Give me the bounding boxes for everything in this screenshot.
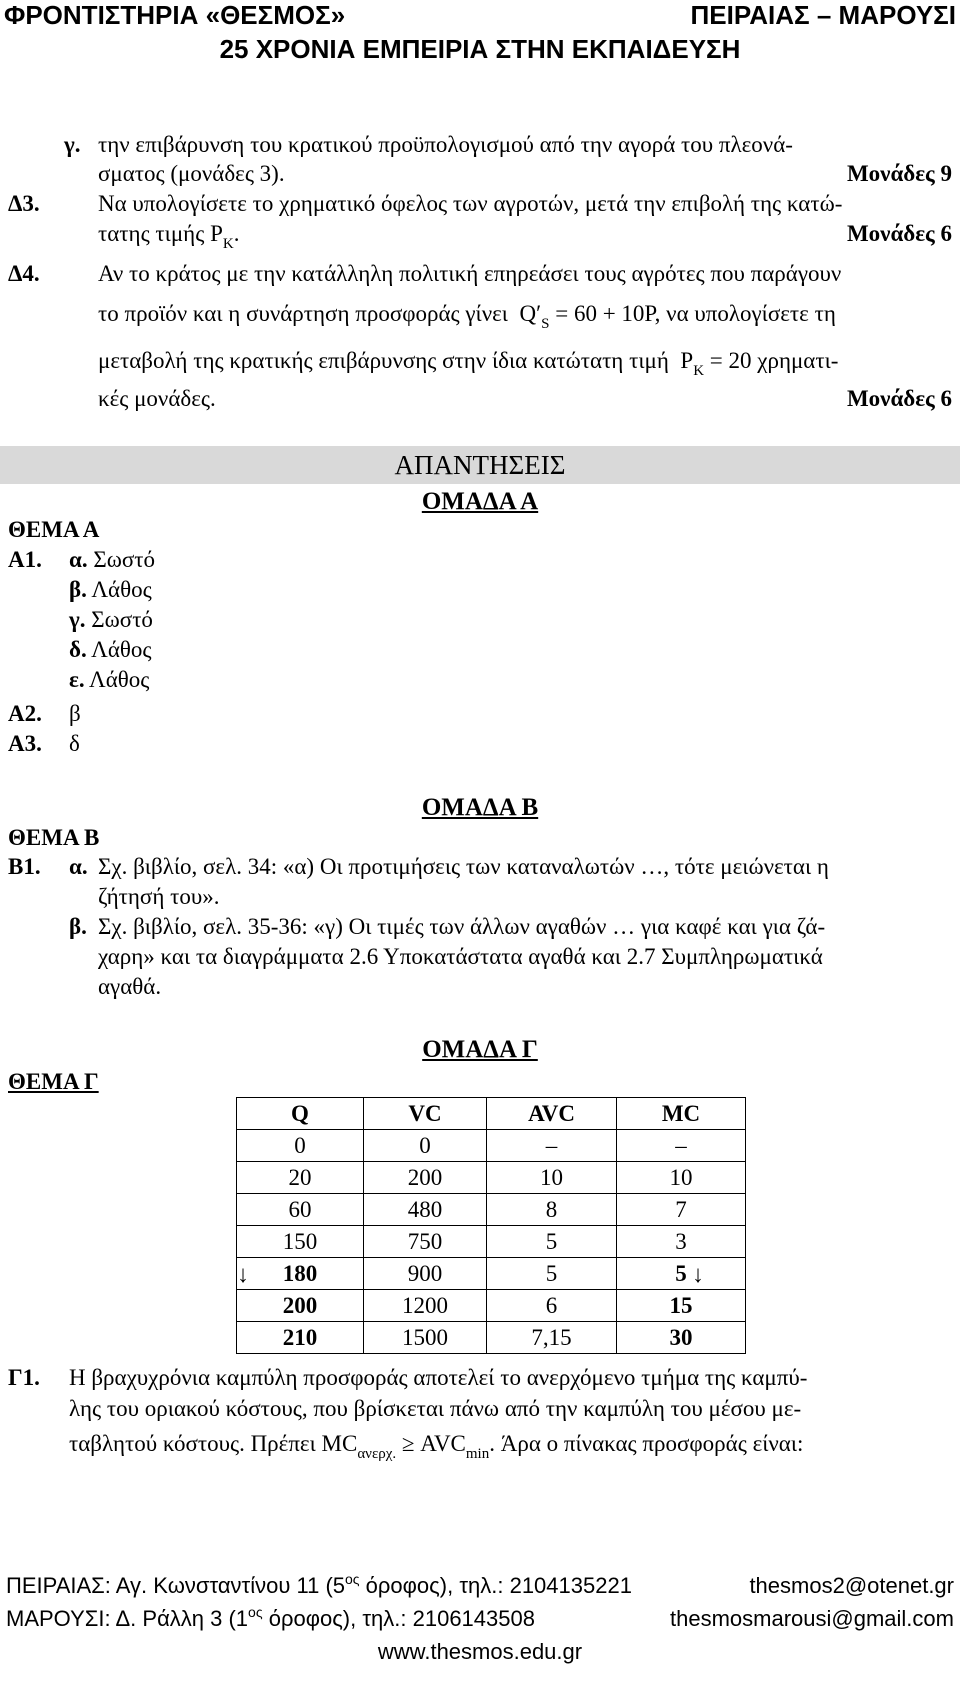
thema-c-title: ΘΕΜΑ Γ xyxy=(8,1069,99,1094)
table-cell: 0 xyxy=(237,1130,364,1162)
b1-a-line2: ζήτησή του». xyxy=(98,884,220,909)
table-cell: 7 xyxy=(617,1194,746,1226)
a1-item: δ. Λάθος xyxy=(69,637,152,662)
down-arrow-icon: ↓ xyxy=(237,1262,249,1288)
footer-email-2[interactable]: thesmosmarousi@gmail.com xyxy=(670,1606,954,1631)
g1-line2: λης του οριακού κόστους, που βρίσκεται πάνω από την καμπύλη του μέσου με- xyxy=(69,1396,802,1421)
table-cell: 20 xyxy=(237,1162,364,1194)
table-cell: 15 xyxy=(617,1290,746,1322)
thema-a-title: ΘΕΜΑ Α xyxy=(8,517,100,542)
table-header: Q xyxy=(237,1098,364,1130)
table-cell: 1200 xyxy=(364,1290,487,1322)
table-cell: 750 xyxy=(364,1226,487,1258)
b1-b-letter: β. xyxy=(69,914,87,939)
group-c-title: ΟΜΑΔΑ Γ xyxy=(422,1036,538,1063)
footer-email-1[interactable]: thesmos2@otenet.gr xyxy=(749,1573,954,1598)
header-right: ΠΕΙΡΑΙΑΣ – ΜΑΡΟΥΣΙ xyxy=(690,0,956,30)
table-row xyxy=(237,1322,746,1354)
table-header-row xyxy=(237,1098,746,1130)
table-cell: 7,15 xyxy=(487,1322,617,1354)
b1-b-line2: χαρη» και τα διαγράμματα 2.6 Υποκατάστατα αγαθά και 2.7 Συμπληρωματικά xyxy=(98,944,823,969)
table-row xyxy=(237,1226,746,1258)
price-floor: $P_K = 20$ xyxy=(680,348,752,379)
down-arrow-icon: ↓ xyxy=(692,1262,704,1288)
d4-line2: το προϊόν και η συνάρτηση προσφοράς γίνει $Q'_S = 60 + 10P$, να υπολογίσετε τη xyxy=(98,301,836,332)
g-line2: σματος (μονάδες 3). xyxy=(98,161,285,186)
group-a-title: ΟΜΑΔΑ Α xyxy=(421,488,539,515)
a1-item: β. Λάθος xyxy=(69,577,152,602)
footer-piraeus: ΠΕΙΡΑΙΑΣ: Αγ. Κωνσταντίνου 11 ($5^{o\varsigma}$ όροφος), τηλ.: 2104135221 xyxy=(6,1571,632,1598)
table-row xyxy=(237,1194,746,1226)
table-cell: – xyxy=(487,1130,617,1162)
cost-table xyxy=(236,1097,746,1354)
b1-a-line1: Σχ. βιβλίο, σελ. 34: «α) Οι προτιμήσεις των καταναλωτών …, τότε μειώνεται η xyxy=(98,854,829,879)
table-row xyxy=(237,1162,746,1194)
table-cell: – xyxy=(617,1130,746,1162)
g-line1: την επιβάρυνση του κρατικού προϋπολογισμού από την αγορά του πλεονά- xyxy=(98,132,793,157)
table-cell: 30 xyxy=(617,1322,746,1354)
d4-line3: μεταβολή της κρατικής επιβάρυνσης στην ίδια κατώτατη τιμή $P_K = 20$ χρηματι- xyxy=(98,348,839,379)
g1-line3: ταβλητού κόστους. Πρέπει $MC_{\alpha\nu\varepsilon\rho\chi.} \ge AVC_{min}$. Άρα ο πίνακας προσφοράς είναι: xyxy=(69,1431,804,1462)
table-cell: 900 xyxy=(364,1258,487,1290)
table-cell: 150 xyxy=(237,1226,364,1258)
g1-label: Γ1. xyxy=(8,1365,40,1390)
d4-label: Δ4. xyxy=(8,261,40,286)
a1-item: γ. Σωστό xyxy=(69,607,153,632)
group-b-title: ΟΜΑΔΑ Β xyxy=(421,794,539,821)
d4-points: Μονάδες 6 xyxy=(846,386,952,411)
a3-answer: δ xyxy=(69,731,80,756)
table-row xyxy=(237,1258,746,1290)
a2-label: Α2. xyxy=(8,701,42,726)
table-header: MC xyxy=(617,1098,746,1130)
a1-item: ε. Λάθος xyxy=(69,667,150,692)
a1-item: α. Σωστό xyxy=(69,547,156,572)
table-row xyxy=(237,1290,746,1322)
thema-b-title: ΘΕΜΑ Β xyxy=(8,825,100,850)
a3-label: Α3. xyxy=(8,731,42,756)
table-cell: 3 xyxy=(617,1226,746,1258)
d4-line4: κές μονάδες. xyxy=(98,386,216,411)
table-cell: 10 xyxy=(487,1162,617,1194)
table-cell: 10 xyxy=(617,1162,746,1194)
d3-label: Δ3. xyxy=(8,191,40,216)
d3-line1: Να υπολογίσετε το χρηματικό όφελος των αγροτών, μετά την επιβολή της κατώ- xyxy=(98,191,843,216)
b1-label: Β1. xyxy=(8,854,41,879)
footer-marousi: ΜΑΡΟΥΣΙ: Δ. Ράλλη 3 ($1^{o\varsigma}$ όροφος), τηλ.: 2106143508 xyxy=(6,1604,535,1631)
a1-label: Α1. xyxy=(8,547,42,572)
table-cell: 200 xyxy=(237,1290,364,1322)
table-cell: 8 xyxy=(487,1194,617,1226)
table-row xyxy=(237,1130,746,1162)
table-cell: 5 xyxy=(487,1226,617,1258)
header-center: 25 ΧΡΟΝΙΑ ΕΜΠΕΙΡΙΑ ΣΤΗΝ ΕΚΠΑΙΔΕΥΣΗ xyxy=(219,34,741,64)
g-points: Μονάδες 9 xyxy=(846,161,952,186)
header-left: ΦΡΟΝΤΙΣΤΗΡΙΑ «ΘΕΣΜΟΣ» xyxy=(4,0,346,30)
table-cell: 180 xyxy=(237,1258,364,1290)
table-header: AVC xyxy=(487,1098,617,1130)
b1-b-line3: αγαθά. xyxy=(98,974,162,999)
a2-answer: β xyxy=(69,701,81,726)
table-cell: 5 xyxy=(487,1258,617,1290)
table-cell: 6 xyxy=(487,1290,617,1322)
table-cell: 0 xyxy=(364,1130,487,1162)
table-cell: 200 xyxy=(364,1162,487,1194)
g1-line1: Η βραχυχρόνια καμπύλη προσφοράς αποτελεί το ανερχόμενο τμήμα της καμπύ- xyxy=(69,1365,808,1390)
table-cell: 1500 xyxy=(364,1322,487,1354)
table-cell: 5 xyxy=(617,1258,746,1290)
table-cell: 210 xyxy=(237,1322,364,1354)
b1-b-line1: Σχ. βιβλίο, σελ. 35-36: «γ) Οι τιμές των άλλων αγαθών … για καφέ και για ζά- xyxy=(98,914,826,939)
table-cell: 60 xyxy=(237,1194,364,1226)
g-label: γ. xyxy=(64,132,81,157)
table-cell: 480 xyxy=(364,1194,487,1226)
supply-formula: $Q'_S = 60 + 10P$, xyxy=(519,301,661,332)
header-top xyxy=(0,0,960,34)
d4-line1: Αν το κράτος με την κατάλληλη πολιτική επηρεάσει τους αγρότες που παράγουν xyxy=(98,261,842,286)
d3-line2: τατης τιμής $P_K$. xyxy=(98,221,240,252)
d3-points: Μονάδες 6 xyxy=(846,221,952,246)
table-header: VC xyxy=(364,1098,487,1130)
answers-title: ΑΠΑΝΤΗΣΕΙΣ xyxy=(394,450,566,480)
footer-website[interactable]: www.thesmos.edu.gr xyxy=(377,1639,583,1664)
b1-a-letter: α. xyxy=(69,854,88,879)
